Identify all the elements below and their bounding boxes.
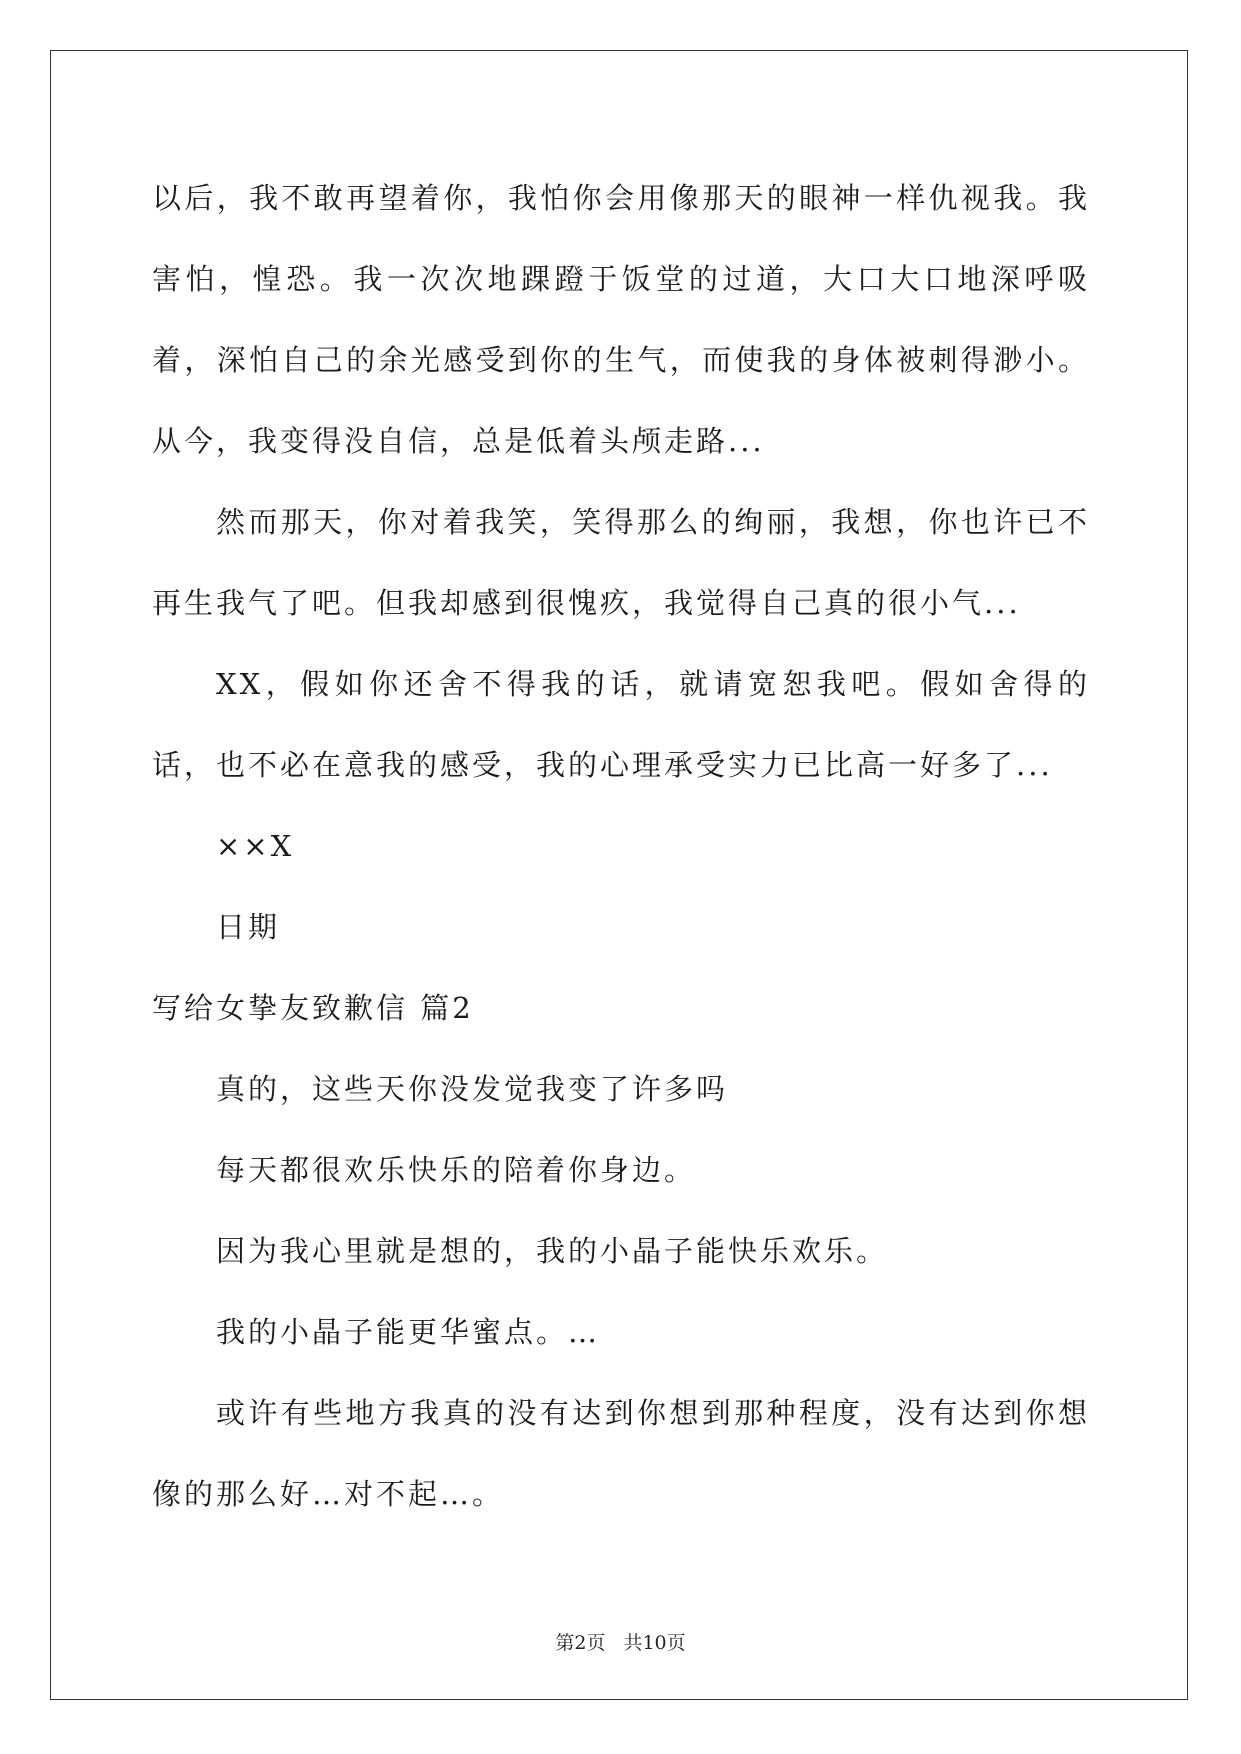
paragraph-1: 以后，我不敢再望着你，我怕你会用像那天的眼神一样仇视我。我害怕，惶恐。我一次次地踝蹬于饭堂的过道，大口大口地深呼吸着，深怕自己的余光感受到你的生气，而使我的身体被刺得渺小。从今，我变得没自信，总是低着头颅走路...: [152, 181, 1090, 458]
paragraph-3: XX，假如你还舍不得我的话，就请宽恕我吧。假如舍得的话，也不必在意我的感受，我的心理承受实力已比高一好多了...: [152, 667, 1090, 782]
page-footer: [0, 1628, 1241, 1655]
document-body: [152, 158, 1090, 1535]
paragraph-6: 因为我心里就是想的，我的小晶子能快乐欢乐。: [216, 1234, 889, 1268]
paragraph-2: 然而那天，你对着我笑，笑得那么的绚丽，我想，你也许已不再生我气了吧。但我却感到很愧疚，我觉得自己真的很小气...: [152, 505, 1090, 620]
paragraph-5: 每天都很欢乐快乐的陪着你身边。: [216, 1153, 697, 1187]
date-line: 日期: [216, 910, 281, 944]
page-total: 共10页: [623, 1632, 686, 1654]
paragraph-4: 真的，这些天你没发觉我变了许多吗: [216, 1072, 729, 1106]
signature: ××X: [216, 829, 295, 863]
section-heading: 写给女挚友致歉信 篇2: [152, 991, 474, 1025]
paragraph-8: 或许有些地方我真的没有达到你想到那种程度，没有达到你想像的那么好…对不起…。: [152, 1396, 1090, 1511]
page-number: 第2页: [555, 1632, 606, 1654]
paragraph-7: 我的小晶子能更华蜜点。…: [216, 1315, 601, 1349]
